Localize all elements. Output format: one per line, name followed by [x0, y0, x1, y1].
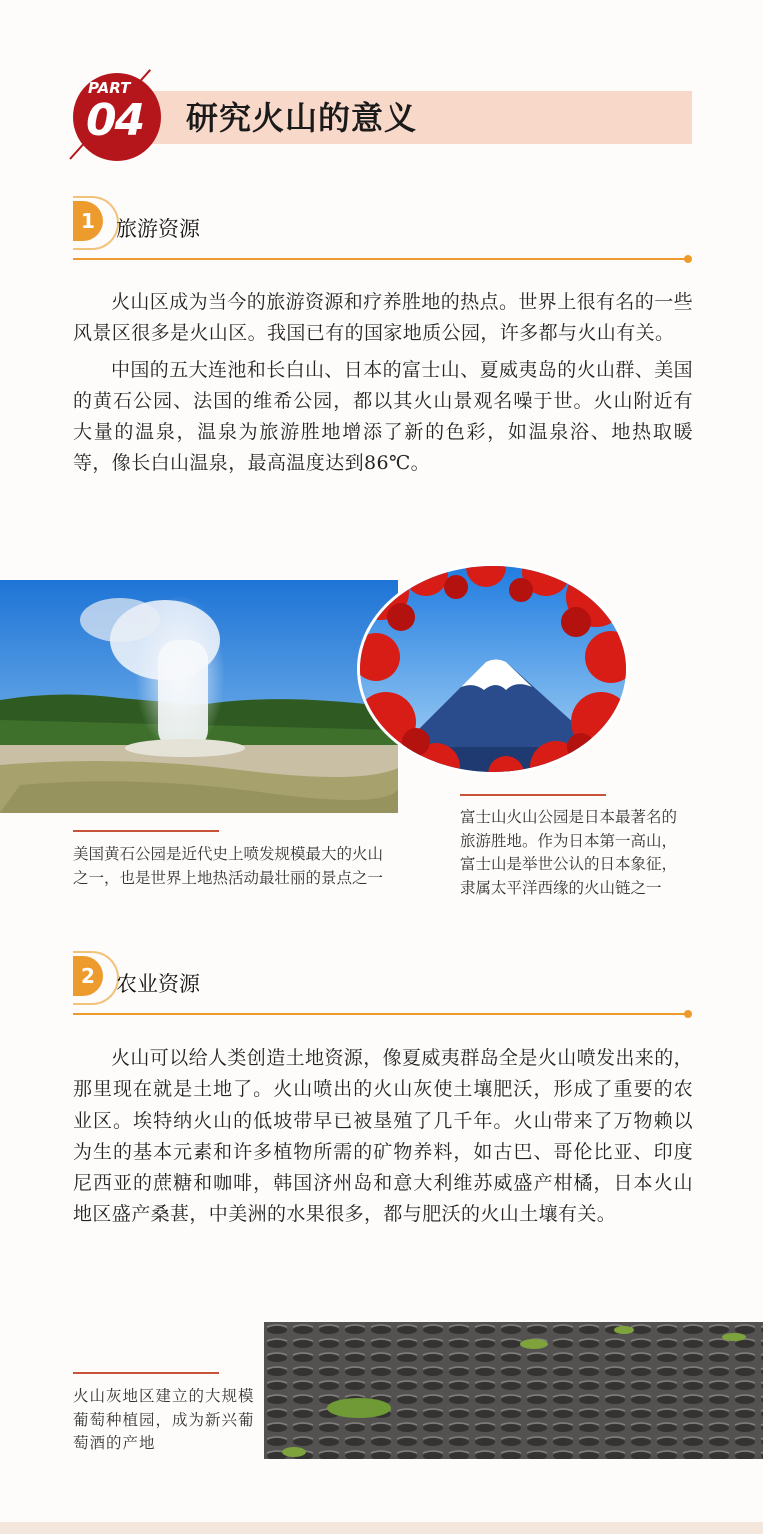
section-1-divider-dot: [684, 255, 692, 263]
section-1-text: [73, 287, 693, 480]
paragraph: 火山区成为当今的旅游资源和疗养胜地的热点。世界上很有名的一些风景区很多是火山区。我国已有的国家地质公园，许多都与火山有关。: [73, 291, 694, 345]
section-2-number: 2: [73, 956, 103, 996]
section-2-text: [73, 1043, 693, 1231]
page-title: 研究火山的意义: [186, 99, 418, 137]
caption-2-rule: [460, 794, 606, 796]
fuji-photo: [356, 562, 630, 776]
paragraph: 中国的五大连池和长白山、日本的富士山、夏威夷岛的火山群、美国的黄石公园、法国的维希公园，都以其火山景观名噪于世。火山附近有大量的温泉，温泉为旅游胜地增添了新的色彩，如温泉浴、地热取暖等，像长白山温泉，最高温度达到86℃。: [73, 358, 694, 475]
caption-3-rule: [73, 1372, 219, 1374]
bottom-band: [0, 1522, 763, 1534]
part-number: 04: [86, 95, 144, 146]
section-1-title: 旅游资源: [116, 217, 200, 241]
caption-fuji: 富士山火山公园是日本最著名的旅游胜地。作为日本第一高山，富士山是举世公认的日本象征，隶属太平洋西缘的火山链之一: [460, 808, 678, 897]
part-label: PART: [88, 79, 131, 97]
section-1-number: 1: [73, 201, 103, 241]
section-1-divider: [73, 258, 687, 260]
caption-yellowstone: 美国黄石公园是近代史上喷发规模最大的火山之一，也是世界上地热活动最壮丽的景点之一: [73, 845, 384, 887]
section-2-divider: [73, 1013, 687, 1015]
caption-1-rule: [73, 830, 219, 832]
section-2-title: 农业资源: [116, 972, 200, 996]
caption-vineyard: 火山灰地区建立的大规模葡萄种植园，成为新兴葡萄酒的产地: [73, 1387, 255, 1452]
vineyard-photo: [264, 1322, 763, 1459]
geyser-photo: [0, 580, 398, 813]
paragraph: 火山可以给人类创造土地资源，像夏威夷群岛全是火山喷发出来的，那里现在就是土地了。火山喷出的火山灰使土壤肥沃，形成了重要的农业区。埃特纳火山的低坡带早已被垦殖了几千年。火山带来了万物赖以为生的基本元素和许多植物所需的矿物养料，如古巴、哥伦比亚、印度尼西亚的蔗糖和咖啡，韩国济州岛和意大利维苏威盛产柑橘，日本火山地区盛产桑葚，中美洲的水果很多，都与肥沃的火山土壤有关。: [73, 1047, 694, 1226]
section-2-divider-dot: [684, 1010, 692, 1018]
